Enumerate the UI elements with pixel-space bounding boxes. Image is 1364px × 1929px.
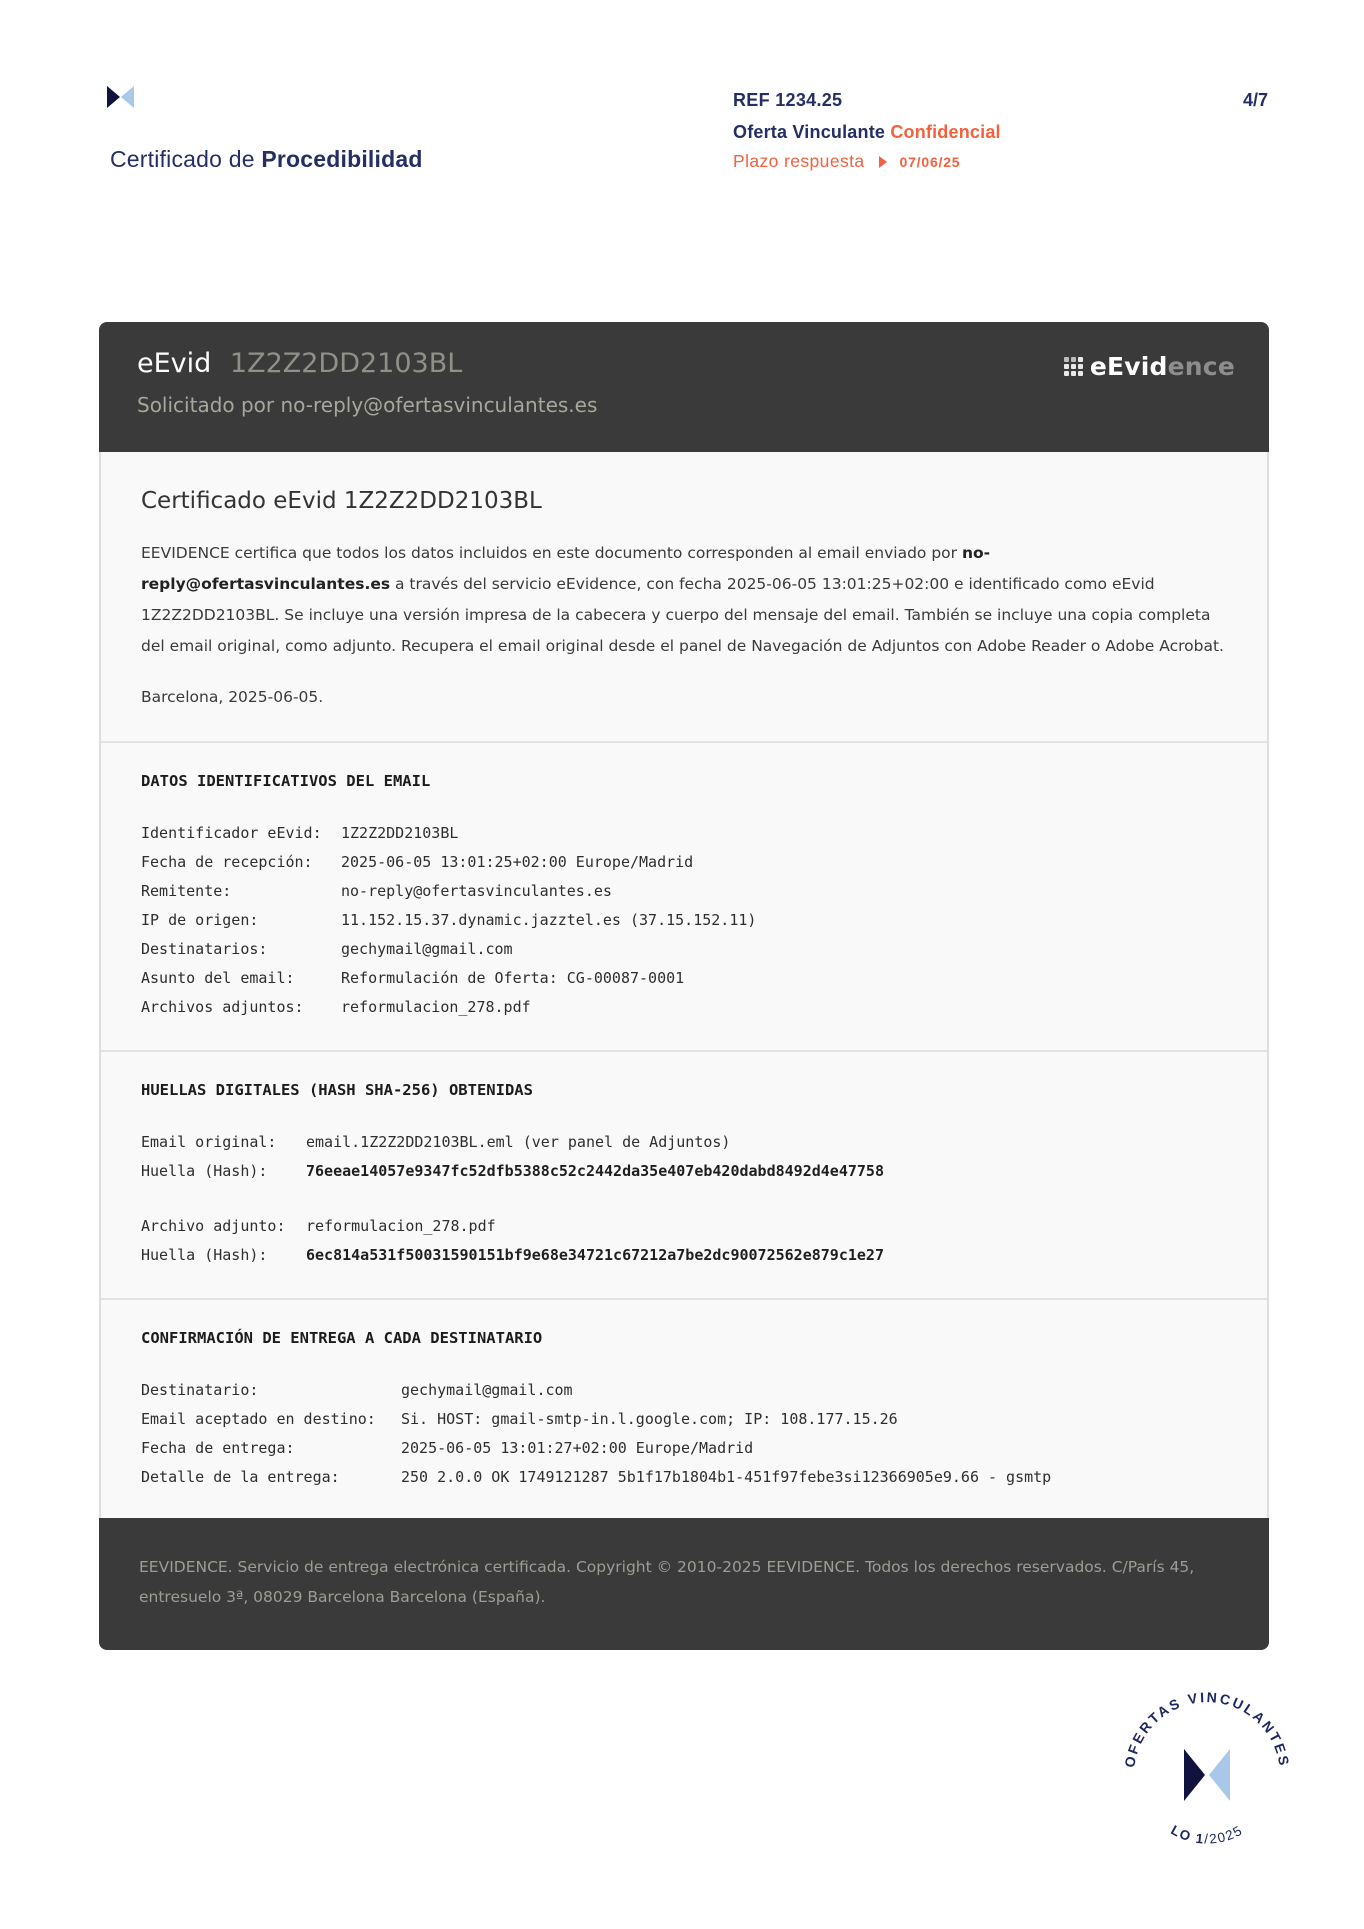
data-row-label: Email original: — [141, 1133, 277, 1151]
data-row — [141, 964, 1227, 993]
certificate-card-body — [99, 452, 1269, 1518]
data-row-value: no-reply@ofertasvinculantes.es — [341, 882, 612, 900]
triangle-right-icon — [107, 86, 120, 108]
eevidence-dots-icon — [1064, 357, 1083, 376]
page-title-regular: Certificado de — [110, 146, 255, 172]
email-hash-value: 76eeae14057e9347fc52dfb5388c52c2442da35e407eb420dabd8492d4e47758 — [306, 1162, 884, 1180]
certificate-intro-section — [101, 452, 1267, 741]
data-row-label: Archivos adjuntos: — [141, 998, 304, 1016]
data-row — [141, 1434, 1227, 1463]
data-row — [141, 1376, 1227, 1405]
eevidence-brand — [1064, 352, 1235, 381]
email-data-rows — [141, 819, 1227, 1022]
data-row — [141, 1405, 1227, 1434]
page-title — [110, 146, 423, 173]
data-row — [141, 1212, 1227, 1241]
data-row-value: 11.152.15.37.dynamic.jazztel.es (37.15.152.11) — [341, 911, 757, 929]
data-row-value: 2025-06-05 13:01:27+02:00 Europe/Madrid — [401, 1439, 754, 1457]
eevidence-wordmark: eEvidence — [1089, 352, 1235, 381]
data-row-value: Reformulación de Oferta: CG-00087-0001 — [341, 969, 685, 987]
offer-label: Oferta Vinculante — [733, 122, 886, 142]
data-row — [141, 1157, 1227, 1186]
stamp-bottom-bold: LO 1 — [1168, 1822, 1206, 1847]
data-row-value: gechymail@gmail.com — [341, 940, 513, 958]
data-row — [141, 819, 1227, 848]
certificate-body-paragraph: EEVIDENCE certifica que todos los datos incluidos en este documento corresponden al email enviado por no-reply@ofertasvinculantes.es a través del servicio eEvidence, con fecha 2025-06-05 13:01:25+02:00 e identificado como eEvid 1Z2Z2DD2103BL. Se incluye una versión impresa de la cabecera y cuerpo del mensaje del email. También se incluye una copia completa del email original, como adjunto. Recupera el email original desde el panel de Navegación de Adjuntos con Adobe Reader o Adobe Acrobat. — [141, 544, 1224, 655]
meta-row-ref — [733, 90, 1268, 111]
hashes-section — [101, 1052, 1267, 1298]
stamp-bottom-rest: /2025 — [1204, 1822, 1246, 1847]
group-gap — [141, 1186, 1227, 1212]
data-row-label: Asunto del email: — [141, 969, 295, 987]
ofertas-vinculantes-stamp — [1112, 1680, 1302, 1870]
page-indicator: 4/7 — [1242, 90, 1268, 110]
confidential-label: Confidencial — [890, 122, 1001, 142]
data-row — [141, 848, 1227, 877]
data-row — [141, 1128, 1227, 1157]
stamp-triangle-left-icon — [1209, 1749, 1230, 1801]
page-title-bold: Procedibilidad — [261, 146, 423, 172]
requested-by: Solicitado por no-reply@ofertasvinculantes.es — [137, 393, 598, 417]
ofertas-vinculantes-logo-icon — [107, 86, 134, 108]
data-row-value: Si. HOST: gmail-smtp-in.l.google.com; IP: 108.177.15.26 — [401, 1410, 898, 1428]
evid-product: eEvid — [137, 348, 212, 379]
certificate-title: Certificado eEvid 1Z2Z2DD2103BL — [141, 488, 542, 514]
triangle-left-icon — [121, 86, 134, 108]
stamp-triangle-right-icon — [1184, 1749, 1205, 1801]
certificate-footer — [99, 1518, 1269, 1650]
data-row-value: 1Z2Z2DD2103BL — [341, 824, 459, 842]
deadline-label: Plazo respuesta — [733, 151, 865, 171]
data-row-label: Email aceptado en destino: — [141, 1410, 376, 1428]
data-row-value: reformulacion_278.pdf — [341, 998, 531, 1016]
data-row — [141, 935, 1227, 964]
data-row-label: Destinatarios: — [141, 940, 268, 958]
data-row — [141, 877, 1227, 906]
data-row-value: 2025-06-05 13:01:25+02:00 Europe/Madrid — [341, 853, 694, 871]
data-row-label: Remitente: — [141, 882, 232, 900]
meta-row-offer — [733, 122, 1268, 143]
data-row — [141, 906, 1227, 935]
certificate-card-header — [99, 322, 1269, 452]
delivery-title: CONFIRMACIÓN DE ENTREGA A CADA DESTINATARIO — [141, 1329, 543, 1347]
sender-email-bold: no-reply@ofertasvinculantes.es — [141, 544, 991, 593]
data-row-label: Destinatario: — [141, 1381, 259, 1399]
reference-number: REF 1234.25 — [733, 90, 843, 110]
attachment-filename: reformulacion_278.pdf — [306, 1217, 496, 1235]
data-row — [141, 993, 1227, 1022]
svg-text:OFERTAS VINCULANTES — [1121, 1689, 1292, 1769]
eevidence-certificate-card — [99, 322, 1269, 1650]
delivery-rows — [141, 1376, 1227, 1492]
attachment-hash-value: 6ec814a531f50031590151bf9e68e34721c67212a7be2dc90072562e879c1e27 — [306, 1246, 884, 1264]
data-row-label: IP de origen: — [141, 911, 259, 929]
svg-text:LO 1/2025 — [1168, 1822, 1245, 1846]
data-row-label: Fecha de entrega: — [141, 1439, 295, 1457]
data-row-label: Identificador eEvid: — [141, 824, 322, 842]
header-meta — [733, 90, 1268, 172]
footer-legal-text: EEVIDENCE. Servicio de entrega electrónica certificada. Copyright © 2010-2025 EEVIDENCE. Todos los derechos reservados. C/París 45, entresuelo 3ª, 08029 Barcelona Barcelona (España). — [139, 1558, 1195, 1606]
data-row-label: Huella (Hash): — [141, 1162, 268, 1180]
data-row-label: Detalle de la entrega: — [141, 1468, 340, 1486]
data-row — [141, 1463, 1227, 1492]
original-email-filename: email.1Z2Z2DD2103BL.eml (ver panel de Adjuntos) — [306, 1133, 731, 1151]
arrow-right-icon — [879, 156, 887, 168]
email-data-title: DATOS IDENTIFICATIVOS DEL EMAIL — [141, 772, 431, 790]
data-row-value: gechymail@gmail.com — [401, 1381, 573, 1399]
data-row-label: Fecha de recepción: — [141, 853, 313, 871]
data-row-label: Huella (Hash): — [141, 1246, 268, 1264]
delivery-confirmation-section — [101, 1300, 1267, 1518]
data-row — [141, 1241, 1227, 1270]
evid-id: 1Z2Z2DD2103BL — [229, 348, 463, 379]
meta-row-deadline — [733, 151, 1268, 172]
hashes-title: HUELLAS DIGITALES (HASH SHA-256) OBTENIDAS — [141, 1081, 533, 1099]
stamp-top-text: OFERTAS VINCULANTES — [1121, 1688, 1293, 1769]
data-row-value: 250 2.0.0 OK 1749121287 5b1f17b1804b1-451f97febe3si12366905e9.66 - gsmtp — [401, 1468, 1052, 1486]
data-row-label: Archivo adjunto: — [141, 1217, 286, 1235]
deadline-date: 07/06/25 — [899, 153, 961, 170]
email-data-section — [101, 743, 1267, 1050]
place-date: Barcelona, 2025-06-05. — [141, 688, 324, 706]
